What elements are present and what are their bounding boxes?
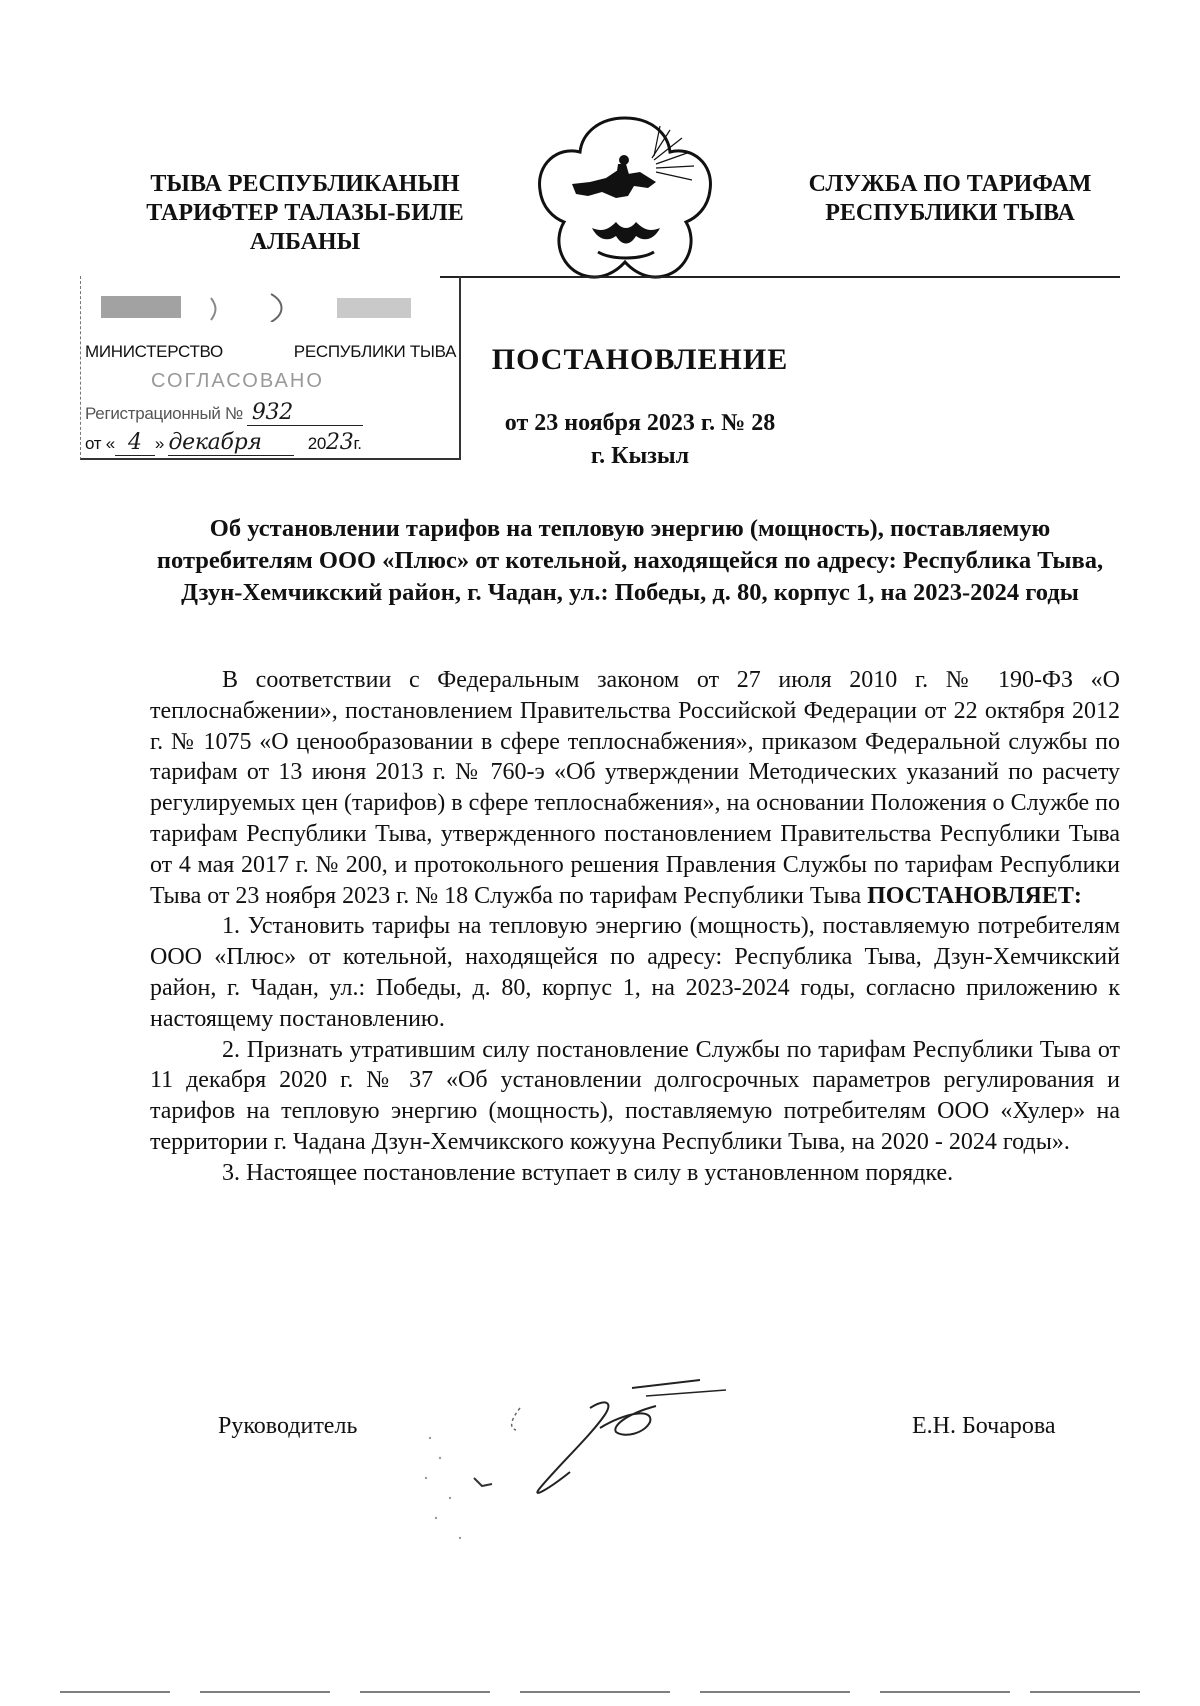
item-paragraph: 2. Признать утратившим силу постановление Службы по тарифам Республики Тыва от 11 декабря 2020 г. № 37 «Об установлении долгосрочных параметров регулирования и тарифов на тепловую энергию (мощность), поставляемую потребителям ООО «Хулер» на территории г. Чадана Дзун-Хемчикского кожууна Республики Тыва, на 2020 - 2024 годы».: [150, 1036, 1120, 1155]
preamble-paragraph: [150, 665, 1120, 911]
stamp-ministry: МИНИСТЕРСТВО: [85, 342, 223, 361]
decree-body: [150, 665, 1120, 1189]
signatory-name: Е.Н. Бочарова: [912, 1413, 1056, 1439]
stamp-date-day: 4: [128, 430, 142, 455]
decree-city: г. Кызыл: [590, 443, 690, 469]
signatory-title: Руководитель: [218, 1413, 358, 1439]
stamp-ministry-tail: РЕСПУБЛИКИ ТЫВА: [293, 342, 457, 361]
resolves-text: ПОСТАНОВЛЯЕТ:: [867, 882, 1082, 909]
stamp-date-mid: »: [154, 434, 165, 453]
tuva-emblem-icon: [532, 112, 718, 290]
header-left-org: ТЫВА РЕСПУБЛИКАНЫН ТАРИФТЕР ТАЛАЗЫ-БИЛЕ АЛБАНЫ: [146, 171, 464, 255]
scan-edge-marks: [30, 1688, 1170, 1698]
stamp-reg-label: Регистрационный №: [85, 404, 243, 423]
stamp-date-prefix: от «: [85, 434, 115, 453]
decree-title: ПОСТАНОВЛЕНИЕ: [491, 343, 789, 376]
header-right-org: СЛУЖБА ПО ТАРИФАМ РЕСПУБЛИКИ ТЫВА: [808, 171, 1092, 226]
item-paragraph: 1. Установить тарифы на тепловую энергию (мощность), поставляемую потребителям ООО «Плюс» от котельной, находящейся по адресу: Республика Тыва, Дзун-Хемчикский район, г. Чадан, ул.: Победы, д. 80, корпус 1, на 2023-2024 годы, согласно приложению к настоящему постановлению.: [150, 913, 1120, 1032]
decree-subject: Об установлении тарифов на тепловую энергию (мощность), поставляемую потребителям ООО «Плюс» от котельной, находящейся по адресу: Республика Тыва, Дзун-Хемчикский район, г. Чадан, ул.: Победы, д. 80, корпус 1, на 2023-2024 годы: [156, 515, 1104, 606]
handwritten-signature: [400, 1368, 760, 1568]
item-paragraph: 3. Настоящее постановление вступает в силу в установленном порядке.: [222, 1159, 954, 1186]
stamp-date-year-prefix: 20: [307, 434, 327, 453]
stamp-date-year: 23: [326, 430, 354, 455]
stamp-reg-number: 932: [251, 400, 293, 425]
header-divider: [440, 276, 1120, 278]
preamble-text: В соответствии с Федеральным законом от 27 июля 2010 г. № 190-ФЗ «О теплоснабжении», постановлением Правительства Российской Федерации от 22 октября 2012 г. № 1075 «О ценообразовании в сфере теплоснабжения», приказом Федеральной службы по тарифам от 13 июня 2013 г. № 760-э «Об утверждении Методических указаний по расчету регулируемых цен (тарифов) в сфере теплоснабжения», на основании Положения о Службе по тарифам Республики Тыва, утвержденного постановлением Правительства Республики Тыва от 4 мая 2017 г. № 200, и протокольного решения Правления Службы по тарифам Республики Тыва от 23 ноября 2023 г. № 18 Служба по тарифам Республики Тыва: [150, 667, 1120, 909]
stamp-date-month: декабря: [168, 430, 262, 455]
stamp-agreed: СОГЛАСОВАНО: [151, 370, 324, 392]
stamp-date-suffix: г.: [353, 434, 362, 453]
registration-stamp: [80, 276, 461, 460]
stamp-smudge: [101, 292, 421, 322]
decree-date-number: от 23 ноября 2023 г. № 28: [504, 410, 776, 436]
